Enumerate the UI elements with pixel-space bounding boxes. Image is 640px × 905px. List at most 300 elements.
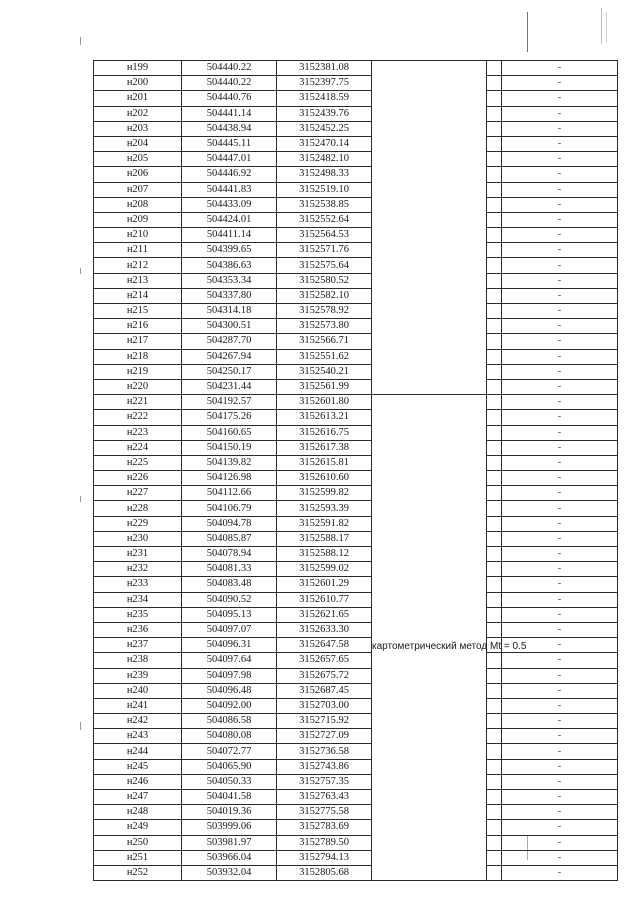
coordinates-table: [93, 60, 618, 881]
x-coordinate-cell: 504019.36: [182, 805, 277, 820]
point-id-cell: н203: [94, 121, 182, 136]
y-coordinate-cell: 3152498.33: [277, 167, 372, 182]
table-row: [94, 61, 618, 76]
y-coordinate-cell: 3152561.99: [277, 379, 372, 394]
spacer-cell: [487, 106, 502, 121]
y-coordinate-cell: 3152519.10: [277, 182, 372, 197]
accuracy-dash-cell: -: [502, 547, 618, 562]
x-coordinate-cell: 504085.87: [182, 531, 277, 546]
x-coordinate-cell: 504126.98: [182, 471, 277, 486]
point-id-cell: н200: [94, 76, 182, 91]
spacer-cell: [487, 471, 502, 486]
x-coordinate-cell: 504337.80: [182, 288, 277, 303]
table-row: [94, 835, 618, 850]
table-row: [94, 319, 618, 334]
point-id-cell: н216: [94, 319, 182, 334]
spacer-cell: [487, 744, 502, 759]
point-id-cell: н228: [94, 501, 182, 516]
scan-mark: [601, 8, 602, 44]
x-coordinate-cell: 504192.57: [182, 395, 277, 410]
table-row: [94, 805, 618, 820]
x-coordinate-cell: 504065.90: [182, 759, 277, 774]
y-coordinate-cell: 3152703.00: [277, 698, 372, 713]
spacer-cell: [487, 288, 502, 303]
accuracy-dash-cell: -: [502, 486, 618, 501]
table-row: [94, 547, 618, 562]
accuracy-dash-cell: -: [502, 91, 618, 106]
spacer-cell: [487, 486, 502, 501]
accuracy-dash-cell: -: [502, 455, 618, 470]
x-coordinate-cell: 504441.14: [182, 106, 277, 121]
accuracy-dash-cell: -: [502, 592, 618, 607]
accuracy-dash-cell: -: [502, 258, 618, 273]
y-coordinate-cell: 3152610.77: [277, 592, 372, 607]
method-label: картометрический метод Mt = 0.5: [372, 640, 527, 652]
point-id-cell: н208: [94, 197, 182, 212]
x-coordinate-cell: 504424.01: [182, 212, 277, 227]
spacer-cell: [487, 379, 502, 394]
y-coordinate-cell: 3152805.68: [277, 865, 372, 880]
y-coordinate-cell: 3152439.76: [277, 106, 372, 121]
x-coordinate-cell: 504139.82: [182, 455, 277, 470]
spacer-cell: [487, 410, 502, 425]
point-id-cell: н244: [94, 744, 182, 759]
table-row: [94, 759, 618, 774]
spacer-cell: [487, 759, 502, 774]
y-coordinate-cell: 3152789.50: [277, 835, 372, 850]
accuracy-dash-cell: -: [502, 136, 618, 151]
point-id-cell: н211: [94, 243, 182, 258]
point-id-cell: н220: [94, 379, 182, 394]
spacer-cell: [487, 805, 502, 820]
spacer-cell: [487, 228, 502, 243]
point-id-cell: н224: [94, 440, 182, 455]
point-id-cell: н225: [94, 455, 182, 470]
point-id-cell: н210: [94, 228, 182, 243]
spacer-cell: [487, 319, 502, 334]
spacer-cell: [487, 865, 502, 880]
accuracy-dash-cell: -: [502, 379, 618, 394]
y-coordinate-cell: 3152675.72: [277, 668, 372, 683]
y-coordinate-cell: 3152593.39: [277, 501, 372, 516]
y-coordinate-cell: 3152736.58: [277, 744, 372, 759]
accuracy-dash-cell: -: [502, 471, 618, 486]
x-coordinate-cell: 504086.58: [182, 714, 277, 729]
y-coordinate-cell: 3152775.58: [277, 805, 372, 820]
point-id-cell: н236: [94, 622, 182, 637]
accuracy-dash-cell: -: [502, 698, 618, 713]
scan-mark: [80, 496, 81, 502]
spacer-cell: [487, 455, 502, 470]
accuracy-dash-cell: -: [502, 865, 618, 880]
x-coordinate-cell: 504150.19: [182, 440, 277, 455]
table-row: [94, 668, 618, 683]
accuracy-dash-cell: -: [502, 167, 618, 182]
table-row: [94, 243, 618, 258]
accuracy-dash-cell: -: [502, 820, 618, 835]
table-row: [94, 197, 618, 212]
spacer-cell: [487, 273, 502, 288]
point-id-cell: н207: [94, 182, 182, 197]
x-coordinate-cell: 504072.77: [182, 744, 277, 759]
spacer-cell: [487, 516, 502, 531]
x-coordinate-cell: 504300.51: [182, 319, 277, 334]
spacer-cell: [487, 304, 502, 319]
table-row: [94, 850, 618, 865]
x-coordinate-cell: 504097.07: [182, 622, 277, 637]
spacer-cell: [487, 334, 502, 349]
accuracy-dash-cell: -: [502, 364, 618, 379]
table-row: [94, 622, 618, 637]
x-coordinate-cell: 504083.48: [182, 577, 277, 592]
y-coordinate-cell: 3152794.13: [277, 850, 372, 865]
spacer-cell: [487, 820, 502, 835]
x-coordinate-cell: 504106.79: [182, 501, 277, 516]
point-id-cell: н201: [94, 91, 182, 106]
accuracy-dash-cell: -: [502, 228, 618, 243]
x-coordinate-cell: 504438.94: [182, 121, 277, 136]
x-coordinate-cell: 504097.98: [182, 668, 277, 683]
accuracy-dash-cell: -: [502, 577, 618, 592]
x-coordinate-cell: 504353.34: [182, 273, 277, 288]
table-row: [94, 714, 618, 729]
x-coordinate-cell: 504231.44: [182, 379, 277, 394]
point-id-cell: н243: [94, 729, 182, 744]
table-row: [94, 486, 618, 501]
accuracy-dash-cell: -: [502, 668, 618, 683]
point-id-cell: н205: [94, 152, 182, 167]
x-coordinate-cell: 504160.65: [182, 425, 277, 440]
table-row: [94, 653, 618, 668]
x-coordinate-cell: 504096.48: [182, 683, 277, 698]
y-coordinate-cell: 3152588.12: [277, 547, 372, 562]
table-row: [94, 167, 618, 182]
point-id-cell: н222: [94, 410, 182, 425]
point-id-cell: н214: [94, 288, 182, 303]
point-id-cell: н238: [94, 653, 182, 668]
spacer-cell: [487, 197, 502, 212]
y-coordinate-cell: 3152571.76: [277, 243, 372, 258]
table-row: [94, 790, 618, 805]
table-row: [94, 76, 618, 91]
table-row: [94, 440, 618, 455]
accuracy-dash-cell: -: [502, 501, 618, 516]
accuracy-dash-cell: -: [502, 759, 618, 774]
y-coordinate-cell: 3152616.75: [277, 425, 372, 440]
spacer-cell: [487, 182, 502, 197]
spacer-cell: [487, 395, 502, 410]
table-row: [94, 212, 618, 227]
table-row: [94, 364, 618, 379]
table-row: [94, 182, 618, 197]
table-row: [94, 865, 618, 880]
spacer-cell: [487, 729, 502, 744]
table-row: [94, 744, 618, 759]
y-coordinate-cell: 3152621.65: [277, 607, 372, 622]
method-cell-top: [372, 61, 487, 395]
accuracy-dash-cell: -: [502, 714, 618, 729]
x-coordinate-cell: 504090.52: [182, 592, 277, 607]
table-row: [94, 228, 618, 243]
scan-mark: [80, 37, 81, 45]
y-coordinate-cell: 3152591.82: [277, 516, 372, 531]
accuracy-dash-cell: -: [502, 562, 618, 577]
spacer-cell: [487, 212, 502, 227]
x-coordinate-cell: 503999.06: [182, 820, 277, 835]
accuracy-dash-cell: -: [502, 197, 618, 212]
y-coordinate-cell: 3152573.80: [277, 319, 372, 334]
accuracy-dash-cell: -: [502, 304, 618, 319]
table-row: [94, 607, 618, 622]
spacer-cell: [487, 698, 502, 713]
point-id-cell: н232: [94, 562, 182, 577]
accuracy-dash-cell: -: [502, 729, 618, 744]
spacer-cell: [487, 668, 502, 683]
accuracy-dash-cell: -: [502, 607, 618, 622]
point-id-cell: н231: [94, 547, 182, 562]
y-coordinate-cell: 3152601.29: [277, 577, 372, 592]
accuracy-dash-cell: -: [502, 319, 618, 334]
x-coordinate-cell: 504050.33: [182, 774, 277, 789]
spacer-cell: [487, 243, 502, 258]
x-coordinate-cell: 503932.04: [182, 865, 277, 880]
y-coordinate-cell: 3152601.80: [277, 395, 372, 410]
table-row: [94, 577, 618, 592]
point-id-cell: н247: [94, 790, 182, 805]
table-row: [94, 379, 618, 394]
table-row: [94, 136, 618, 151]
spacer-cell: [487, 121, 502, 136]
y-coordinate-cell: 3152540.21: [277, 364, 372, 379]
x-coordinate-cell: 503981.97: [182, 835, 277, 850]
y-coordinate-cell: 3152610.60: [277, 471, 372, 486]
accuracy-dash-cell: -: [502, 425, 618, 440]
x-coordinate-cell: 503966.04: [182, 850, 277, 865]
point-id-cell: н209: [94, 212, 182, 227]
point-id-cell: н229: [94, 516, 182, 531]
x-coordinate-cell: 504092.00: [182, 698, 277, 713]
table-row: [94, 425, 618, 440]
scan-mark: [80, 722, 81, 730]
y-coordinate-cell: 3152633.30: [277, 622, 372, 637]
accuracy-dash-cell: -: [502, 805, 618, 820]
spacer-cell: [487, 91, 502, 106]
x-coordinate-cell: 504447.01: [182, 152, 277, 167]
spacer-cell: [487, 683, 502, 698]
table-row: [94, 729, 618, 744]
table-row: [94, 152, 618, 167]
accuracy-dash-cell: -: [502, 288, 618, 303]
point-id-cell: н250: [94, 835, 182, 850]
accuracy-dash-cell: -: [502, 273, 618, 288]
spacer-cell: [487, 653, 502, 668]
point-id-cell: н219: [94, 364, 182, 379]
x-coordinate-cell: 504175.26: [182, 410, 277, 425]
accuracy-dash-cell: -: [502, 622, 618, 637]
scan-mark: [527, 12, 528, 52]
spacer-cell: [487, 349, 502, 364]
point-id-cell: н202: [94, 106, 182, 121]
y-coordinate-cell: 3152687.45: [277, 683, 372, 698]
table-row: [94, 562, 618, 577]
y-coordinate-cell: 3152580.52: [277, 273, 372, 288]
x-coordinate-cell: 504080.08: [182, 729, 277, 744]
table-row: [94, 774, 618, 789]
table-row: [94, 516, 618, 531]
table-row: [94, 106, 618, 121]
point-id-cell: н233: [94, 577, 182, 592]
point-id-cell: н234: [94, 592, 182, 607]
accuracy-dash-cell: -: [502, 850, 618, 865]
y-coordinate-cell: 3152564.53: [277, 228, 372, 243]
table-row: [94, 410, 618, 425]
y-coordinate-cell: 3152482.10: [277, 152, 372, 167]
y-coordinate-cell: 3152575.64: [277, 258, 372, 273]
table-row: [94, 501, 618, 516]
accuracy-dash-cell: -: [502, 243, 618, 258]
accuracy-dash-cell: -: [502, 121, 618, 136]
spacer-cell: [487, 835, 502, 850]
x-coordinate-cell: 504440.76: [182, 91, 277, 106]
y-coordinate-cell: 3152418.59: [277, 91, 372, 106]
accuracy-dash-cell: -: [502, 653, 618, 668]
point-id-cell: н235: [94, 607, 182, 622]
table-row: [94, 288, 618, 303]
x-coordinate-cell: 504097.64: [182, 653, 277, 668]
x-coordinate-cell: 504041.58: [182, 790, 277, 805]
point-id-cell: н217: [94, 334, 182, 349]
table-row: [94, 121, 618, 136]
accuracy-dash-cell: -: [502, 440, 618, 455]
spacer-cell: [487, 577, 502, 592]
table-row: [94, 683, 618, 698]
point-id-cell: н251: [94, 850, 182, 865]
y-coordinate-cell: 3152647.58: [277, 638, 372, 653]
y-coordinate-cell: 3152613.21: [277, 410, 372, 425]
accuracy-dash-cell: -: [502, 683, 618, 698]
point-id-cell: н245: [94, 759, 182, 774]
point-id-cell: н237: [94, 638, 182, 653]
x-coordinate-cell: 504250.17: [182, 364, 277, 379]
y-coordinate-cell: 3152783.69: [277, 820, 372, 835]
accuracy-dash-cell: -: [502, 835, 618, 850]
x-coordinate-cell: 504094.78: [182, 516, 277, 531]
accuracy-dash-cell: -: [502, 152, 618, 167]
spacer-cell: [487, 531, 502, 546]
accuracy-dash-cell: -: [502, 349, 618, 364]
table-row: [94, 455, 618, 470]
spacer-cell: [487, 592, 502, 607]
accuracy-dash-cell: -: [502, 790, 618, 805]
spacer-cell: [487, 850, 502, 865]
y-coordinate-cell: 3152617.38: [277, 440, 372, 455]
x-coordinate-cell: 504446.92: [182, 167, 277, 182]
y-coordinate-cell: 3152552.64: [277, 212, 372, 227]
accuracy-dash-cell: -: [502, 61, 618, 76]
table-row: [94, 349, 618, 364]
scan-mark: [606, 12, 607, 42]
x-coordinate-cell: 504441.83: [182, 182, 277, 197]
spacer-cell: [487, 501, 502, 516]
y-coordinate-cell: 3152588.17: [277, 531, 372, 546]
x-coordinate-cell: 504433.09: [182, 197, 277, 212]
x-coordinate-cell: 504386.63: [182, 258, 277, 273]
x-coordinate-cell: 504411.14: [182, 228, 277, 243]
table-row: [94, 258, 618, 273]
point-id-cell: н246: [94, 774, 182, 789]
spacer-cell: [487, 622, 502, 637]
table-row: [94, 334, 618, 349]
spacer-cell: [487, 562, 502, 577]
method-cell: [372, 395, 527, 881]
spacer-cell: [487, 790, 502, 805]
spacer-cell: [487, 607, 502, 622]
spacer-cell: [487, 364, 502, 379]
y-coordinate-cell: 3152763.43: [277, 790, 372, 805]
y-coordinate-cell: 3152757.35: [277, 774, 372, 789]
x-coordinate-cell: 504112.66: [182, 486, 277, 501]
y-coordinate-cell: 3152582.10: [277, 288, 372, 303]
table-row: [94, 531, 618, 546]
point-id-cell: н226: [94, 471, 182, 486]
y-coordinate-cell: 3152715.92: [277, 714, 372, 729]
point-id-cell: н252: [94, 865, 182, 880]
point-id-cell: н239: [94, 668, 182, 683]
point-id-cell: н206: [94, 167, 182, 182]
spacer-cell: [487, 61, 502, 76]
accuracy-dash-cell: -: [502, 395, 618, 410]
spacer-cell: [487, 440, 502, 455]
y-coordinate-cell: 3152538.85: [277, 197, 372, 212]
accuracy-dash-cell: -: [502, 212, 618, 227]
x-coordinate-cell: 504440.22: [182, 76, 277, 91]
y-coordinate-cell: 3152599.82: [277, 486, 372, 501]
spacer-cell: [487, 258, 502, 273]
point-id-cell: н248: [94, 805, 182, 820]
accuracy-dash-cell: -: [502, 638, 618, 653]
table-row: [94, 273, 618, 288]
spacer-cell: [487, 152, 502, 167]
spacer-cell: [487, 425, 502, 440]
x-coordinate-cell: 504096.31: [182, 638, 277, 653]
x-coordinate-cell: 504314.18: [182, 304, 277, 319]
y-coordinate-cell: 3152743.86: [277, 759, 372, 774]
y-coordinate-cell: 3152452.25: [277, 121, 372, 136]
y-coordinate-cell: 3152551.62: [277, 349, 372, 364]
table-row: [94, 820, 618, 835]
table-row: [94, 592, 618, 607]
table-row: [94, 638, 618, 653]
y-coordinate-cell: 3152566.71: [277, 334, 372, 349]
point-id-cell: н221: [94, 395, 182, 410]
point-id-cell: н199: [94, 61, 182, 76]
accuracy-dash-cell: -: [502, 410, 618, 425]
point-id-cell: н215: [94, 304, 182, 319]
accuracy-dash-cell: -: [502, 516, 618, 531]
x-coordinate-cell: 504440.22: [182, 61, 277, 76]
y-coordinate-cell: 3152615.81: [277, 455, 372, 470]
x-coordinate-cell: 504399.65: [182, 243, 277, 258]
spacer-cell: [487, 774, 502, 789]
x-coordinate-cell: 504078.94: [182, 547, 277, 562]
point-id-cell: н213: [94, 273, 182, 288]
accuracy-dash-cell: -: [502, 106, 618, 121]
x-coordinate-cell: 504287.70: [182, 334, 277, 349]
point-id-cell: н223: [94, 425, 182, 440]
spacer-cell: [487, 714, 502, 729]
table-row: [94, 304, 618, 319]
spacer-cell: [487, 76, 502, 91]
